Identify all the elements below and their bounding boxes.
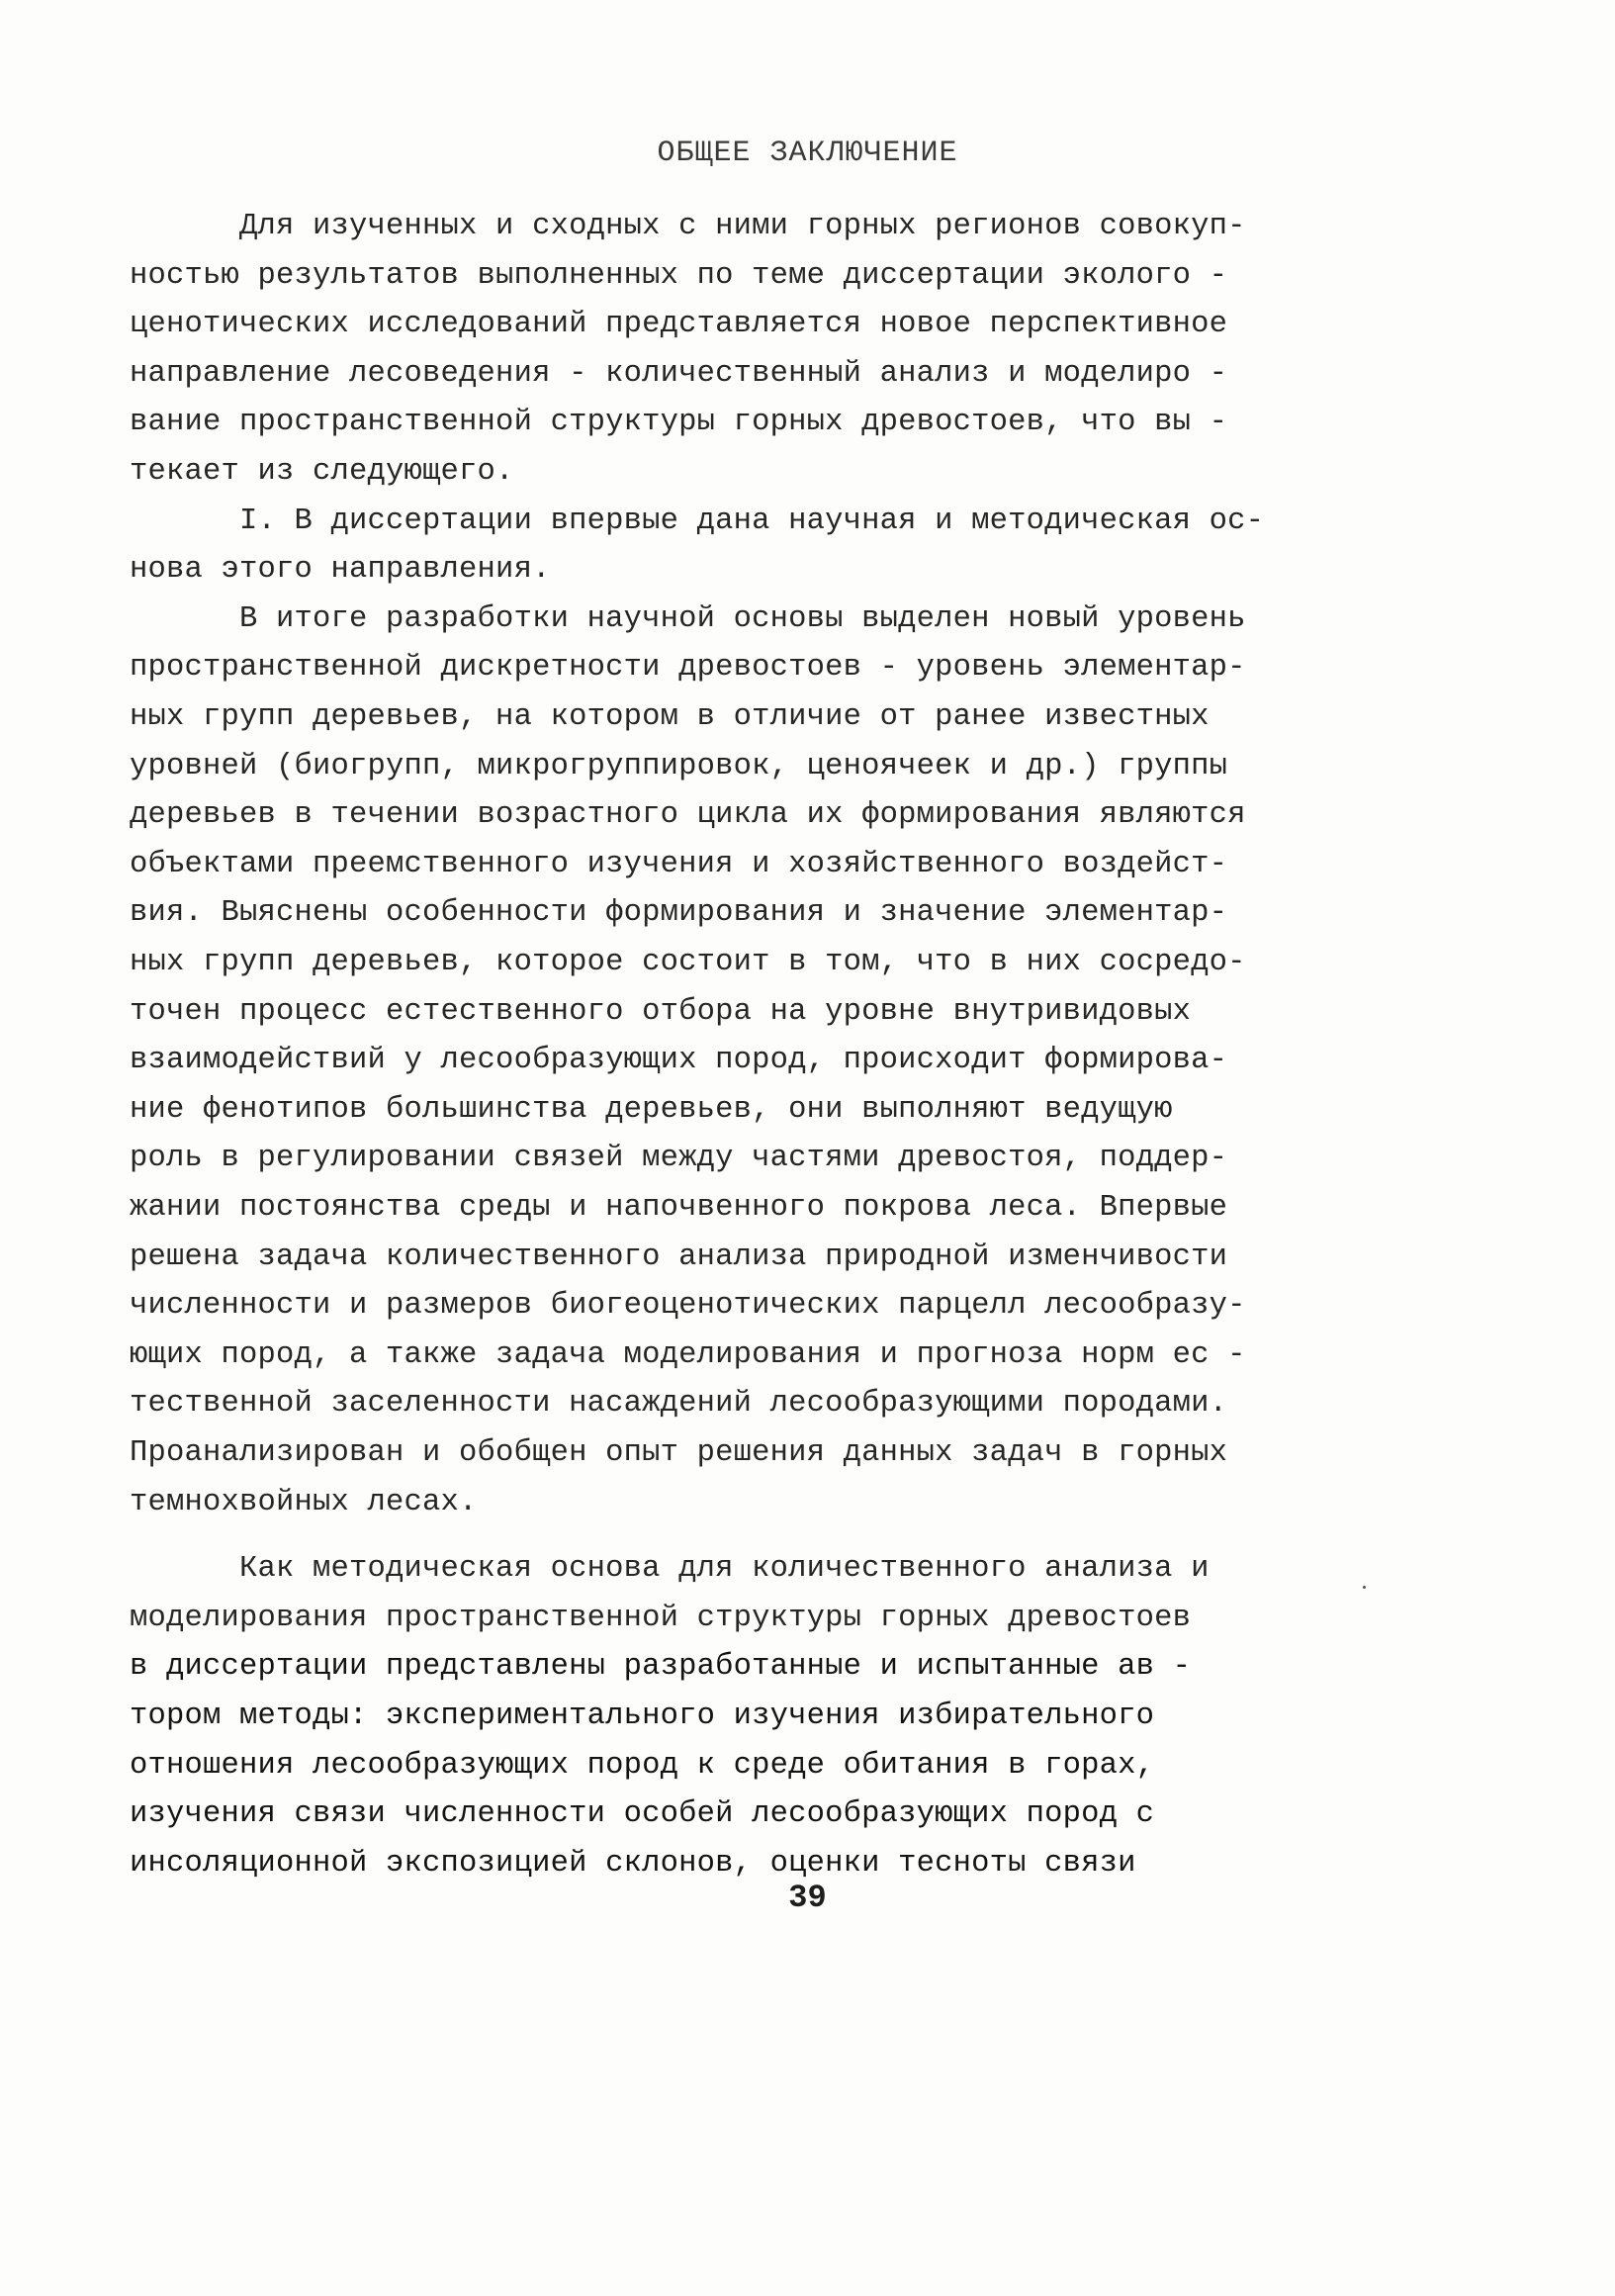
text-line: ных групп деревьев, которое состоит в том, что в них сосредо- bbox=[130, 946, 1246, 979]
text-line: направление лесоведения - количественный анализ и моделиро - bbox=[130, 356, 1228, 391]
text-line: уровней (биогрупп, микрогруппировок, ценоячеек и др.) группы bbox=[130, 749, 1228, 783]
text-line: деревьев в течении возрастного цикла их формирования являются bbox=[130, 798, 1246, 833]
text-line: вия. Выяснены особенности формирования и значение элементар- bbox=[130, 896, 1228, 931]
text-line: темнохвойных лесах. bbox=[130, 1485, 478, 1519]
text-line: тором методы: экспериментального изучения избирательного bbox=[130, 1699, 1155, 1733]
text-line: ностью результатов выполненных по теме диссертации эколого - bbox=[130, 258, 1228, 293]
text-line: изучения связи численности особей лесообразующих пород с bbox=[130, 1797, 1155, 1832]
text-line: Проанализирован и обобщен опыт решения данных задач в горных bbox=[130, 1436, 1228, 1470]
text-line: Как методическая основа для количественного анализа и bbox=[130, 1552, 1210, 1587]
scan-speck bbox=[1363, 1586, 1366, 1589]
text-line: ных групп деревьев, на котором в отличие от ранее известных bbox=[130, 700, 1210, 734]
text-line: в диссертации представлены разработанные и испытанные ав - bbox=[130, 1650, 1192, 1685]
text-line: жании постоянства среды и напочвенного покрова леса. Впервые bbox=[130, 1191, 1228, 1225]
text-line: отношения лесообразующих пород к среде обитания в горах, bbox=[130, 1748, 1155, 1783]
text-line: пространственной дискретности древостоев - уровень элементар- bbox=[130, 651, 1246, 686]
text-line: тественной заселенности насаждений лесообразующими породами. bbox=[130, 1387, 1228, 1422]
page-heading: ОБЩЕЕ ЗАКЛЮЧЕНИЕ bbox=[657, 137, 958, 170]
text-line: роль в регулировании связей между частями древостоя, поддер- bbox=[130, 1142, 1228, 1176]
text-line: взаимодействий у лесообразующих пород, происходит формирова- bbox=[130, 1044, 1228, 1078]
text-line: Для изученных и сходных с ними горных регионов совокуп- bbox=[130, 210, 1246, 243]
text-line: I. В диссертации впервые дана научная и методическая ос- bbox=[130, 504, 1265, 538]
text-line: моделирования пространственной структуры горных древостоев bbox=[130, 1601, 1192, 1635]
text-line: решена задача количественного анализа природной изменчивости bbox=[130, 1240, 1228, 1274]
text-line: численности и размеров биогеоценотических парцелл лесообразу- bbox=[130, 1289, 1246, 1324]
text-line: объектами преемственного изучения и хозяйственного воздейст- bbox=[130, 847, 1228, 881]
text-line: текает из следующего. bbox=[130, 455, 514, 489]
text-line: вание пространственной структуры горных древостоев, что вы - bbox=[130, 406, 1228, 440]
page-number: 39 bbox=[788, 1880, 827, 1916]
text-line: инсоляционной экспозицией склонов, оценки тесноты связи bbox=[130, 1846, 1136, 1881]
text-line: ние фенотипов большинства деревьев, они выполняют ведущую bbox=[130, 1092, 1173, 1127]
text-line: ющих пород, а также задача моделирования и прогноза норм ес - bbox=[130, 1337, 1246, 1372]
text-line: точен процесс естественного отбора на уровне внутривидовых bbox=[130, 994, 1192, 1029]
text-line: ценотических исследований представляется новое перспективное bbox=[130, 308, 1228, 342]
text-line: нова этого направления. bbox=[130, 553, 551, 588]
text-line: В итоге разработки научной основы выделен новый уровень bbox=[130, 601, 1246, 636]
